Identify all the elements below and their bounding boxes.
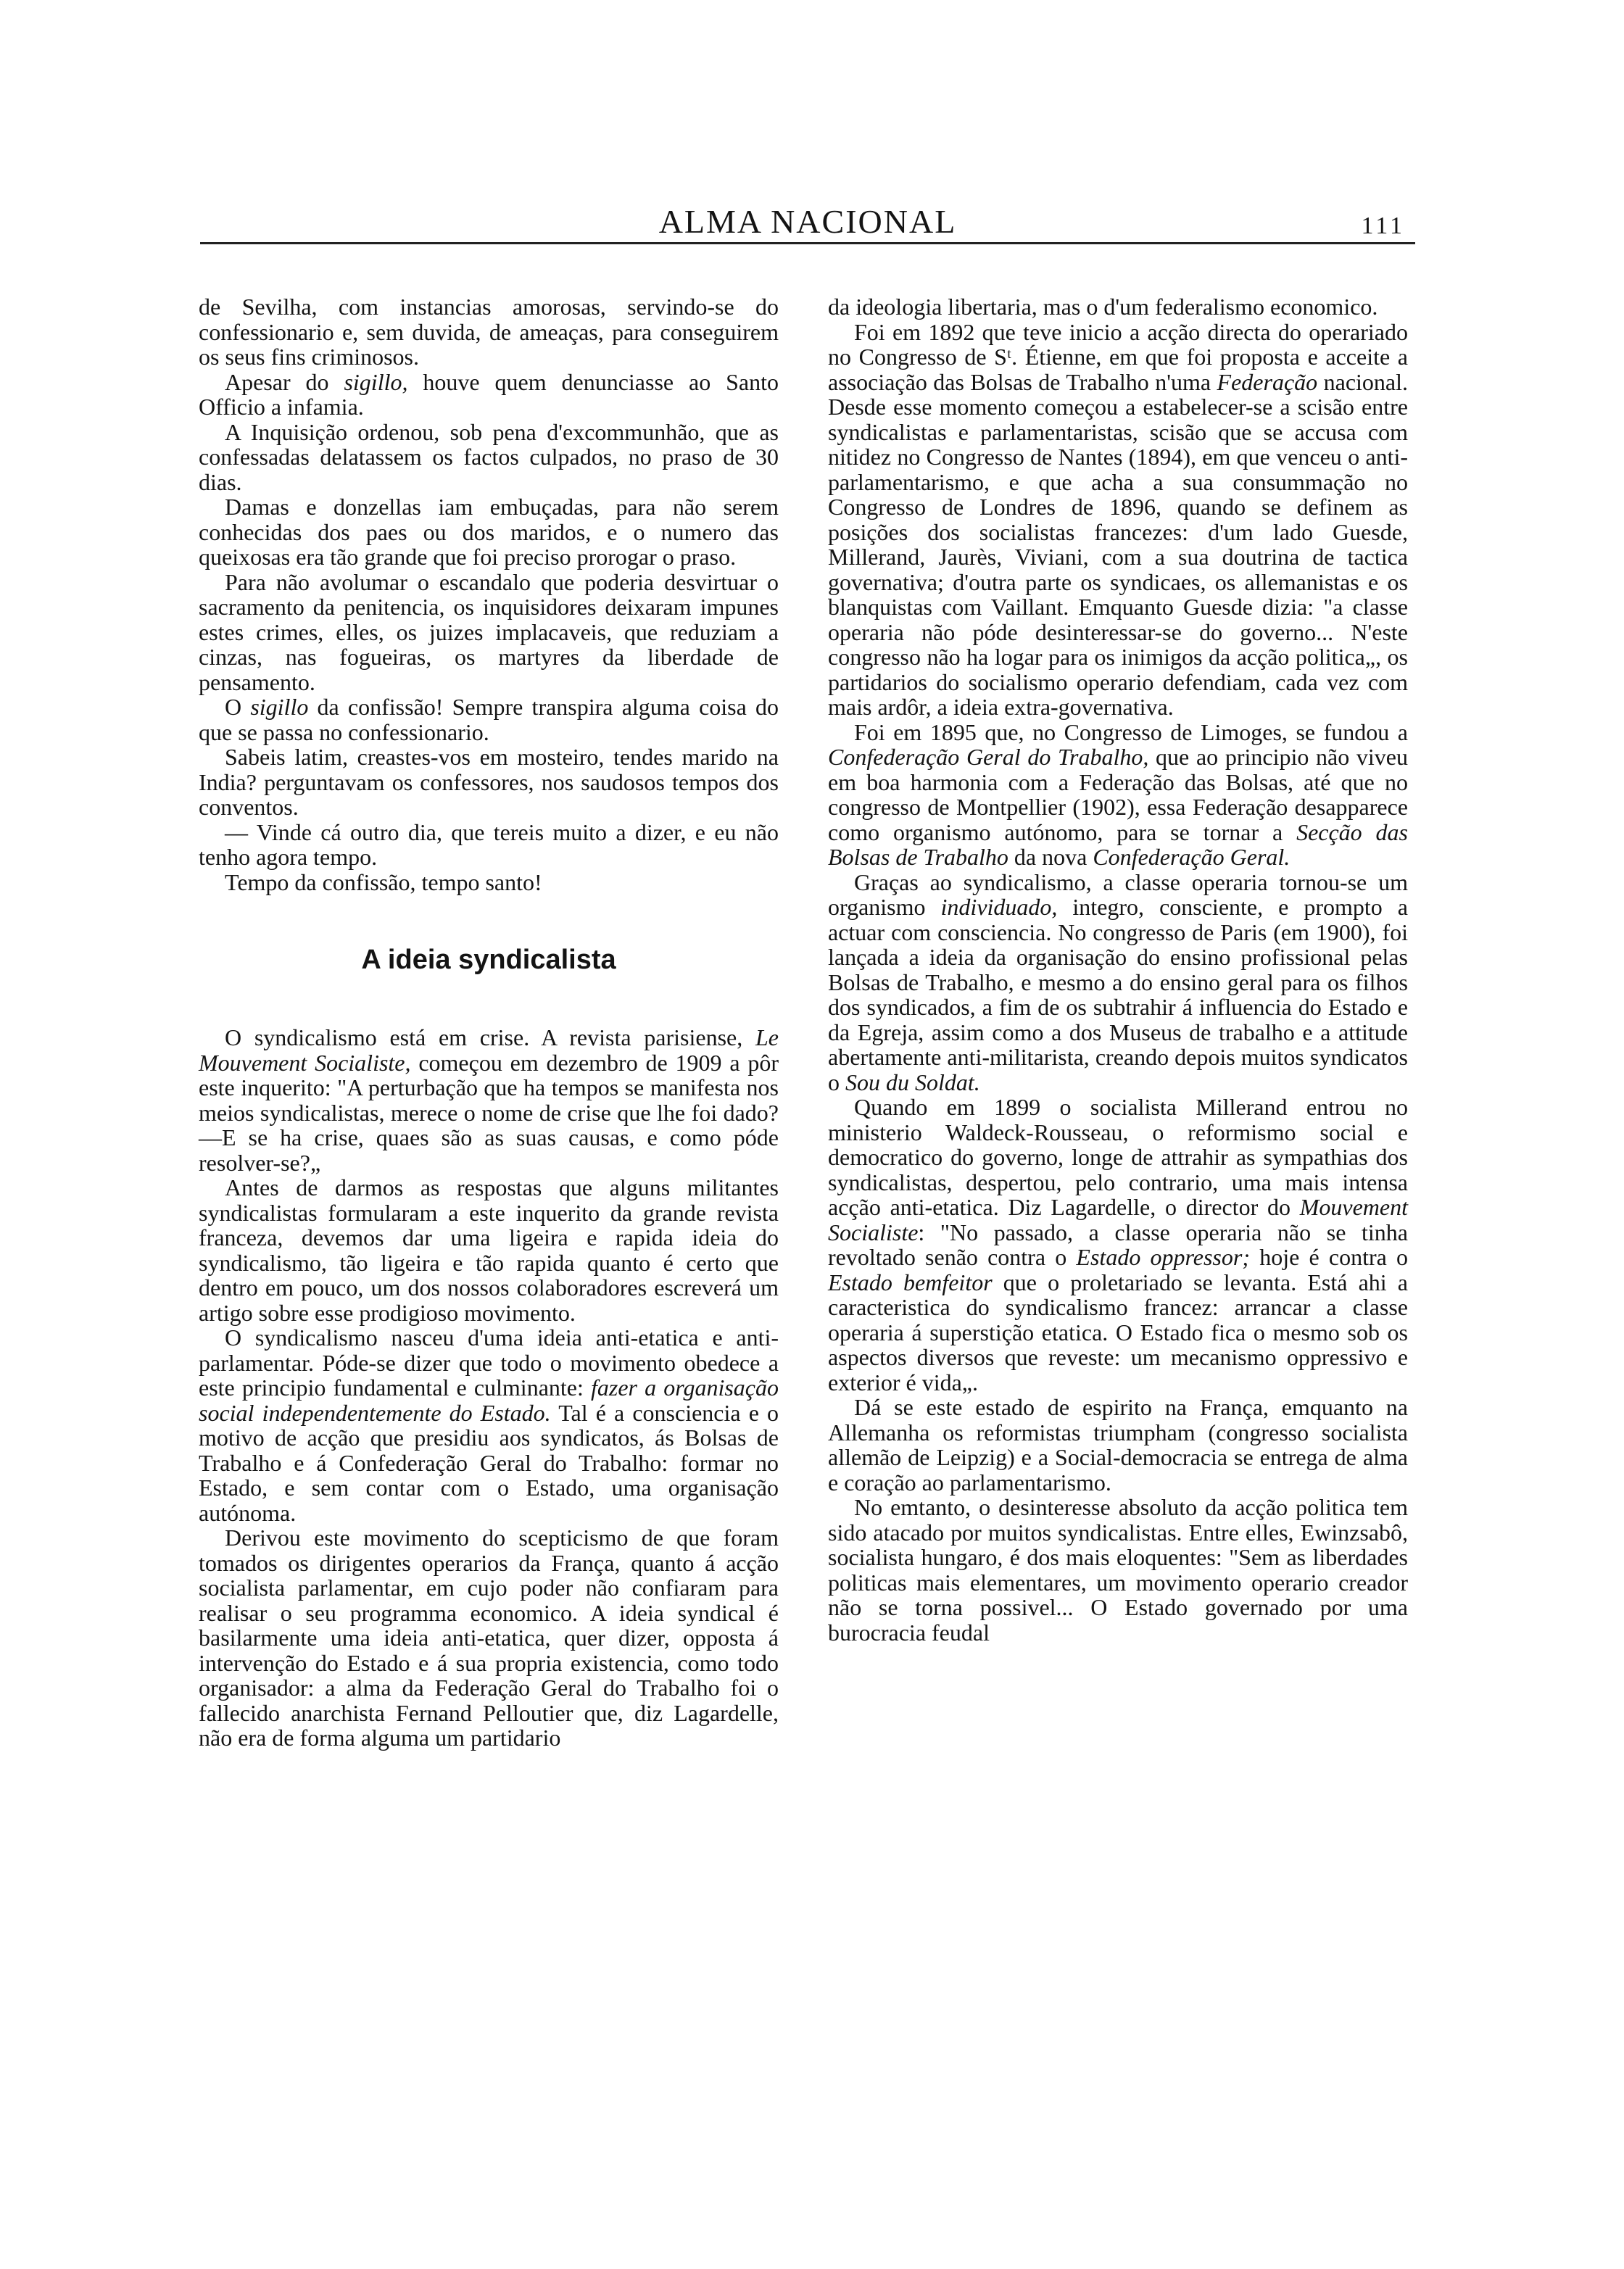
paragraph: Damas e donzellas iam embuçadas, para não serem conhecidas dos paes ou dos maridos, e o numero das queixosas era tão grande que foi preciso prorogar o praso. <box>199 494 779 570</box>
paragraph: Apesar do sigillo, houve quem denunciasse ao Santo Officio a infamia. <box>199 368 779 420</box>
paragraph: O syndicalismo está em crise. A revista parisiense, Le Mouvement Socialiste, começou em dezembro de 1909 a pôr este inquerito: "A perturbação que ha tempos se manifesta nos meios syndicalistas, merece o nome de crise que lhe foi dado?—E se ha crise, quaes são as suas causas, e como póde resolver-se?„ <box>199 1024 779 1176</box>
page-number: 111 <box>1361 212 1405 239</box>
paragraph: Foi em 1895 que, no Congresso de Limoges, se fundou a Confederação Geral do Trabalho, que ao principio não viveu em boa harmonia com a Federação das Bolsas, até que no congresso de Montpellier (1902), essa Federação desapparece como organismo autónomo, para se tornar a Secção das Bolsas de Trabalho da nova Confederação Geral. <box>828 718 1409 870</box>
right-column <box>828 294 1408 1645</box>
paragraph: Graças ao syndicalismo, a classe operaria tornou-se um organismo individuado, integro, consciente, e prompto a actuar com consciencia. No congresso de Paris (em 1900), foi lançada a ideia da organisação do ensino profissional pelas Bolsas de Trabalho, e mesmo a do ensino geral para os filhos dos syndicados, a fim de os subtrahir á influencia do Estado e da Egreja, assim como a dos Museus de trabalho e a attitude abertamente anti-militarista, creando depois muitos syndicatos o Sou du Soldat. <box>828 868 1409 1095</box>
paragraph: O sigillo da confissão! Sempre transpira alguma coisa do que se passa no confessionario. <box>199 694 779 745</box>
paragraph: Foi em 1892 que teve inicio a acção directa do operariado no Congresso de Sᵗ. Étienne, em que foi proposta e acceite a associação das Bolsas de Trabalho n'uma Federação nacional. Desde esse momento começou a estabelecer-se a scisão entre syndicalistas e parlamentaristas, scisão que se accusa com nitidez no Congresso de Nantes (1894), em que venceu o anti-parlamentarismo, e que acha a sua consummação no Congresso de Londres de 1896, quando se definem as posições dos socialistas francezes: d'um lado Guesde, Millerand, Jaurès, Viviani, com a sua doutrina de tactica governativa; d'outra parte os syndicaes, os allemanistas e os blanquistas com Vaillant. Emquanto Guesde dizia: "a classe operaria não póde desinteressar-se do governo... N'este congresso não ha logar para os inimigos da acção politica„, os partidarios do socialismo operario defendiam, cada vez com mais ardôr, a ideia extra-governativa. <box>828 318 1409 720</box>
paragraph: Sabeis latim, creastes-vos em mosteiro, tendes marido na India? perguntavam os confessores, nos saudosos tempos dos conventos. <box>199 744 779 820</box>
paragraph: A Inquisição ordenou, sob pena d'excommunhão, que as confessadas delatassem os factos culpados, no praso de 30 dias. <box>199 418 779 495</box>
article-title: A ideia syndicalista <box>361 945 616 975</box>
paragraph: No emtanto, o desinteresse absoluto da acção politica tem sido atacado por muitos syndicalistas. Entre elles, Ewinzsabô, socialista hungaro, é dos mais eloquentes: "Sem as liberdades politicas mais elementares, um movimento operario creador não se torna possivel... O Estado governado por uma burocracia feudal <box>828 1494 1408 1646</box>
paragraph: de Sevilha, com instancias amorosas, servindo-se do confessionario e, sem duvida, de ameaças, para conseguirem os seus fins criminosos. <box>199 294 779 370</box>
paragraph: Antes de darmos as respostas que alguns militantes syndicalistas formularam a este inquerito da grande revista franceza, devemos dar uma ligeira e rapida ideia do syndicalismo, tão ligeira e tão rapida quanto é certo que dentro em pouco, um dos nossos colaboradores escreverá um artigo sobre esse prodigioso movimento. <box>199 1174 779 1326</box>
running-header <box>200 202 1415 244</box>
paragraph: Quando em 1899 o socialista Millerand entrou no ministerio Waldeck-Rousseau, o reformismo social e democratico do governo, longe de attrahir as sympathias dos syndicalistas, despertou, pelo contrario, uma mais intensa acção anti-etatica. Diz Lagardelle, o director do Mouvement Socialiste: "No passado, a classe operaria não se tinha revoltado senão contra o Estado oppressor; hoje é contra o Estado bemfeitor que o proletariado se levanta. Está ahi a caracteristica do syndicalismo francez: arrancar a classe operaria á superstição etatica. O Estado fica o mesmo sob os aspectos diversos que reveste: um mecanismo oppressivo e exterior é vida„. <box>828 1094 1409 1395</box>
paragraph: Derivou este movimento do scepticismo de que foram tomados os dirigentes operarios da França, quanto á acção socialista parlamentar, em cujo poder não confiaram para realisar o seu programma economico. A ideia syndical é basilarmente uma ideia anti-etatica, quer dizer, opposta á intervenção do Estado e á sua propria existencia, como todo organisador: a alma da Federação Geral do Trabalho foi o fallecido anarchista Fernand Pelloutier que, diz Lagardelle, não era de forma alguma um partidario <box>199 1525 779 1751</box>
left-column <box>199 294 779 1751</box>
paragraph: — Vinde cá outro dia, que tereis muito a dizer, e eu não tenho agora tempo. <box>199 818 779 870</box>
paragraph: da ideologia libertaria, mas o d'um federalismo economico. <box>828 294 1378 320</box>
paragraph: Para não avolumar o escandalo que poderia desvirtuar o sacramento da penitencia, os inquisidores deixaram impunes estes crimes, elles, os juizes implacaveis, que reduziam a cinzas, nas fogueiras, os martyres da liberdade de pensamento. <box>199 568 779 695</box>
paragraph: Tempo da confissão, tempo santo! <box>225 868 542 895</box>
running-title: ALMA NACIONAL <box>658 203 957 240</box>
paragraph: O syndicalismo nasceu d'uma ideia anti-etatica e anti-parlamentar. Póde-se dizer que todo o movimento obedece a este principio fundamental e culminante: fazer a organisação social independentemente do Estado. Tal é a consciencia e o motivo de acção que presidiu aos syndicatos, ás Bolsas de Trabalho e á Confederação Geral do Trabalho: formar no Estado, e sem contar com o Estado, uma organisação autónoma. <box>199 1324 779 1526</box>
paragraph: Dá se este estado de espirito na França, emquanto na Allemanha os reformistas triumpham (congresso socialista allemão de Leipzig) e a Social-democracia se entrega de alma e coração ao parlamentarismo. <box>828 1394 1408 1496</box>
